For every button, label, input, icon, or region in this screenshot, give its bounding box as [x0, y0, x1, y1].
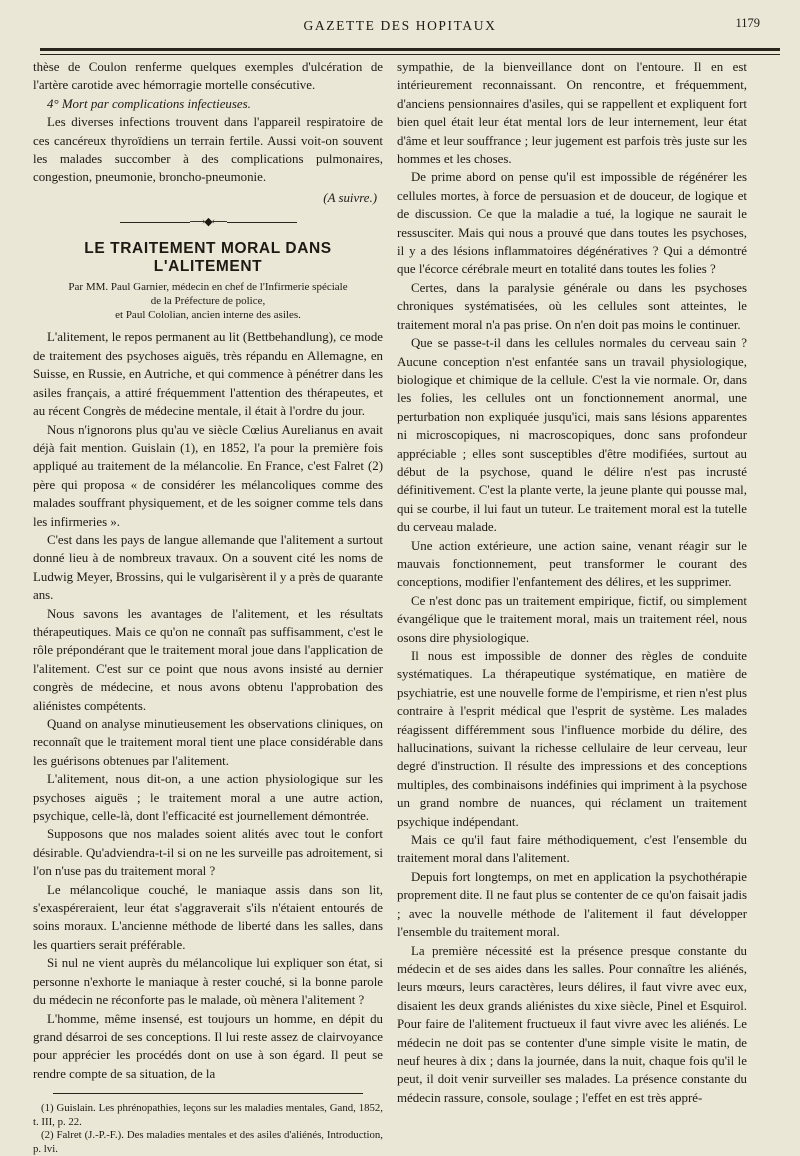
footnote: (1) Guislain. Les phrénopathies, leçons sur les maladies mentales, Gand, 1852, t. III, p. 22.: [33, 1102, 383, 1128]
header-rule: [40, 48, 780, 51]
page-number: 1179: [735, 16, 760, 30]
left-column: [33, 58, 383, 1156]
paragraph: Nous n'ignorons plus qu'au ve siècle Cœlius Aurelianus en avait déjà fait mention. Guislain (1), en 1852, l'a pour la première fois appliqué au traitement de la mélancolie. En France, c'est Falret (2) père qui proposa « de considérer les mélancoliques comme des malades souffrant physiquement, et de les soigner comme tels dans les infirmeries ».: [33, 422, 383, 529]
paragraph: Le mélancolique couché, le maniaque assis dans son lit, s'exaspéreraient, leur état s'aggraverait s'ils n'étaient entourés de soins moraux. L'ancienne méthode de liberté dans les salles, dans les quartiers serait préférable.: [33, 882, 383, 952]
paragraph: Une action extérieure, une action saine, venant réagir sur le mauvais fonctionnement, peut transformer le courant des conceptions, modifier l'enfantement des délires, et les supprimer.: [397, 538, 747, 590]
ornament-line: [227, 222, 297, 223]
byline: [33, 280, 383, 322]
paragraph: thèse de Coulon renferme quelques exemples d'ulcération de l'artère carotide avec hémorragie mortelle consécutive.: [33, 60, 383, 93]
paragraph: C'est dans les pays de langue allemande que l'alitement a surtout donné lieu à de nombreux travaux. On a souvent cité les noms de Ludwig Meyer, Brossins, qui le vulgarisèrent il y a près de quarante ans.: [33, 532, 383, 603]
byline-line: Par MM. Paul Garnier, médecin en chef de l'Infirmerie spéciale: [68, 281, 348, 294]
paragraph: L'alitement, le repos permanent au lit (Bettbehandlung), ce mode de traitement des psychoses aiguës, très répandu en Allemagne, en Suisse, en Russie, en Autriche, et qui commence à pénétrer dans les asiles français, a attiré fréquemment l'attention des thérapeutes, et au récent Congrès de médecine mentale, il était à l'ordre du jour.: [33, 330, 383, 419]
paragraph: L'alitement, nous dit-on, a une action physiologique sur les psychoses aiguës ; le traitement moral a une autre action, psychique, celle-là, dont l'efficacité est journellement démontrée.: [33, 772, 383, 824]
paragraph: Il nous est impossible de donner des règles de conduite systématiques. La thérapeutique systématique, en matière de psychiatrie, est une nouvelle forme de l'empirisme, et rien n'est plus contraire à l'esprit médical que l'esprit de système. Les malades réagissent différemment sous l'influence morbide du délire, des hallucinations, suivant la richesse cellulaire de leur cerveau, leur degré d'instruction. Il résulte des impressions et des conceptions multiples, des combinaisons indéfinies qui impriment à la psychose un grand nombre de nuances, qui réclament un traitement psychique indépendant.: [397, 649, 747, 829]
footnote: (2) Falret (J.-P.-F.). Des maladies mentales et des asiles d'aliénés, Introduction, p. lvi.: [33, 1129, 383, 1155]
ornament-line: [120, 222, 190, 223]
paragraph: Les diverses infections trouvent dans l'appareil respiratoire de ces cancéreux thyroïdiens un terrain fertile. Aussi voit-on souvent les malades succomber à des complications pulmonaires, congestion, pneumonie, broncho-pneumonie.: [33, 115, 383, 185]
footnote-rule: [53, 1093, 363, 1094]
paragraph: Nous savons les avantages de l'alitement, et les résultats thérapeutiques. Mais ce qu'on ne connaît pas suffisamment, c'est le rôle prépondérant que le traitement moral joue dans l'application de l'alitement. C'est sur ce point que nous avons insisté au dernier congrès de médecine, et nous avons obtenu l'approbation des aliénistes compétents.: [33, 606, 383, 713]
running-title: GAZETTE DES HOPITAUX: [303, 18, 497, 33]
header-rule-thin: [40, 54, 780, 55]
paragraph: Que se passe-t-il dans les cellules normales du cerveau sain ? Aucune conception n'est enfantée sans un travail physiologique, biologique et chimique de la cellule. C'est la vie normale. Or, dans les folies, les cellules ont un fonctionnement anormal, une perturbation non expliquée jusqu'ici, mais sans lésions apparentes ni microscopiques, ni macroscopiques, donc sans profondeur appréciable ; elles sont susceptibles d'être modifiées, surtout au début de la psychose, quand le délire n'est pas incrusté définitivement. C'est la plante verte, la jeune plante qui pousse mal, qui se courbe, il lui faut un tuteur. Le traitement moral est la tutelle du cerveau malade.: [397, 336, 747, 535]
paragraph: L'homme, même insensé, est toujours un homme, en dépit du grand désarroi de ses conceptions. Il lui reste assez de clairvoyance pour apprécier les procédés dont on use à son égard. Il peut se rendre compte de sa situation, de la: [33, 1011, 383, 1081]
paragraph: Depuis fort longtemps, on met en application la psychothérapie proprement dite. Il ne faut plus se contenter de ce qu'on faisait jadis ; avec la nouvelle méthode de l'alitement il faut développer l'ensemble du traitement moral.: [397, 869, 747, 940]
section-ornament: [33, 213, 383, 231]
paragraph: sympathie, de la bienveillance dont on l'entoure. Il en est intérieurement reconnaissant. On rencontre, et fréquemment, d'anciens pensionnaires d'asiles, qui se rappellent et expliquent fort bien quel était leur état mental lors de leur internement, leur état d'âme et leur souffrance ; leur jugement est parfois très juste sur les hommes et les choses.: [397, 60, 747, 167]
footnotes: [33, 1102, 383, 1156]
section-heading: 4° Mort par complications infectieuses.: [47, 96, 251, 111]
paragraph: Quand on analyse minutieusement les observations cliniques, on reconnaît que le traitement moral tient une place considérable dans les guérisons obtenues par l'alitement.: [33, 717, 383, 768]
ornament-glyph: ⟶◆⟵: [189, 216, 227, 229]
to-be-continued: (A suivre.): [323, 190, 377, 205]
paragraph: La première nécessité est la présence presque constante du médecin et de ses aides dans les salles. Pour connaître les aliénés, leurs mœurs, leurs caractères, leurs délires, il faut vivre avec eux, disaient les deux grands aliénistes du xixe siècle, Pinel et Esquirol. Pour faire de l'alitement fructueux il faut vivre avec les aliénés. Le médecin ne doit pas se contenter d'une simple visite le matin, de neuf heures à dix ; dans la journée, dans la nuit, chaque fois qu'il le peut, il doit venir surveiller ses malades. La présence constante du médecin rassure, console, soulage ; l'effet en est très appré-: [397, 943, 747, 1105]
byline-line: de la Préfecture de police,: [150, 295, 266, 308]
paragraph: Ce n'est donc pas un traitement empirique, fictif, ou simplement évangélique que le traitement moral, mais un traitement réel, nous osons dire physiologique.: [397, 593, 747, 645]
paragraph: Mais ce qu'il faut faire méthodiquement, c'est l'ensemble du traitement moral dans l'alitement.: [397, 833, 747, 866]
right-column: [397, 58, 747, 1107]
paragraph: Certes, dans la paralysie générale ou dans les psychoses chroniques systématisées, où les cellules sont atteintes, le traitement moral n'a pas prise. On n'en doit pas moins le continuer.: [397, 280, 747, 332]
article-title: LE TRAITEMENT MORAL DANS L'ALITEMENT: [84, 239, 332, 276]
byline-line: et Paul Cololian, ancien interne des asiles.: [115, 309, 301, 322]
page-header: [0, 10, 800, 40]
paragraph: Supposons que nos malades soient alités avec tout le confort désirable. Qu'adviendra-t-il si on ne les surveille pas adroitement, si l'on n'use pas du traitement moral ?: [33, 827, 383, 879]
paragraph: Si nul ne vient auprès du mélancolique lui expliquer son état, si personne n'exhorte le maniaque à rester couché, si la bonne parole du médecin ne réconforte pas le malade, où mènera l'alitement ?: [33, 956, 383, 1008]
paragraph: De prime abord on pense qu'il est impossible de régénérer les cellules mortes, à force de persuasion et de douceur, de logique et de discussion. Ce que la maladie a tué, la logique ne saurait le ressusciter. Mais qui nous a prouvé que dans toutes les psychoses, il y a des lésions inflammatoires dégénératives ? Qui a démontré que l'écorce cérébrale meurt en totalité dans toutes les folies ?: [397, 170, 747, 277]
